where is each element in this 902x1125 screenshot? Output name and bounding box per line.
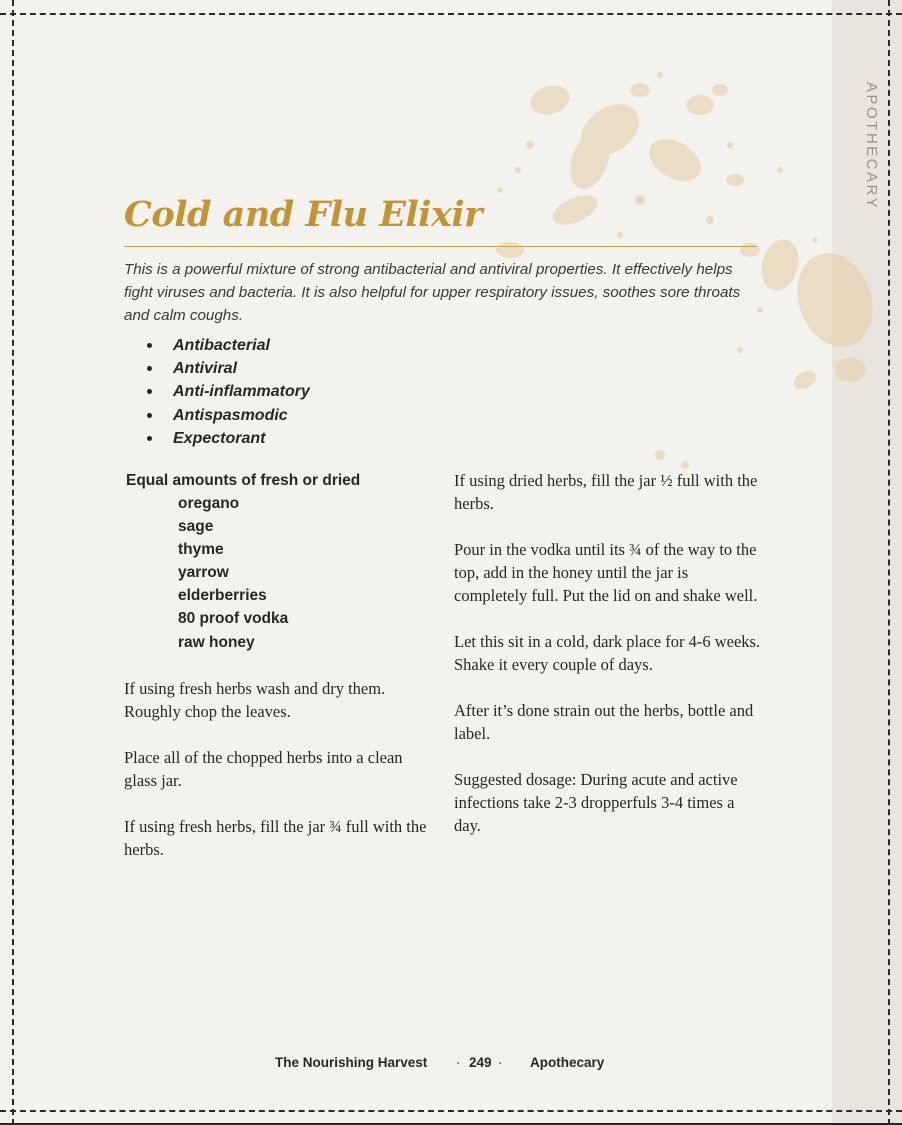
property-item: Anti-inflammatory (145, 380, 310, 403)
property-item: Expectorant (145, 427, 310, 450)
ingredient-item: thyme (178, 541, 224, 559)
footer-separator: · (456, 1055, 461, 1070)
instruction-step: If using fresh herbs wash and dry them. Roughly chop the leaves. (124, 679, 386, 721)
instruction-step: Pour in the vodka until its ¾ of the way to the top, add in the honey until the jar is completely full. Put the lid on and shake well. (454, 540, 758, 605)
title-divider (124, 246, 757, 247)
ingredient-item: oregano (178, 495, 240, 512)
ingredient-item: raw honey (178, 633, 255, 651)
crop-mark-top (0, 13, 902, 15)
property-item: Antibacterial (145, 334, 310, 357)
recipe-title: Cold and Flu Elixir (124, 194, 483, 235)
footer-separator: · (498, 1055, 503, 1070)
ingredients-intro: Equal amounts of fresh or dried (126, 472, 361, 489)
ingredient-item: sage (178, 518, 214, 536)
crop-mark-bottom (0, 1110, 902, 1112)
ingredient-item: yarrow (178, 564, 229, 582)
recipe-intro: This is a powerful mixture of strong antibacterial and antiviral properties. It effectively helps fight viruses and bacteria. It is also helpful for upper respiratory issues, soothes sore throats and calm coughs. (124, 261, 741, 324)
ingredient-item: 80 proof vodka (178, 610, 289, 628)
instructions-left-column (124, 677, 434, 884)
page-footer (0, 1052, 902, 1074)
instructions-right-column (454, 469, 764, 860)
instruction-step: Let this sit in a cold, dark place for 4-6 weeks. Shake it every couple of days. (454, 632, 761, 674)
side-tab-label: APOTHECARY (863, 82, 880, 211)
crop-mark-left (12, 0, 14, 1125)
page-number: 249 (469, 1055, 492, 1070)
property-item: Antispasmodic (145, 404, 310, 427)
ingredient-item: elderberries (178, 587, 267, 605)
ingredients-list (178, 492, 288, 654)
instruction-step: Place all of the chopped herbs into a clean glass jar. (124, 748, 403, 790)
instruction-step: If using dried herbs, fill the jar ½ full with the herbs. (454, 471, 758, 513)
footer-section: Apothecary (530, 1055, 605, 1070)
instruction-step: After it’s done strain out the herbs, bottle and label. (454, 701, 754, 743)
instruction-step: If using fresh herbs, fill the jar ¾ full with the herbs. (124, 817, 427, 859)
crop-mark-right (888, 0, 890, 1125)
property-item: Antiviral (145, 357, 310, 380)
properties-list (145, 334, 310, 450)
instruction-step: Suggested dosage: During acute and active infections take 2-3 dropperfuls 3-4 times a day. (454, 770, 738, 835)
footer-book-title: The Nourishing Harvest (275, 1055, 428, 1070)
